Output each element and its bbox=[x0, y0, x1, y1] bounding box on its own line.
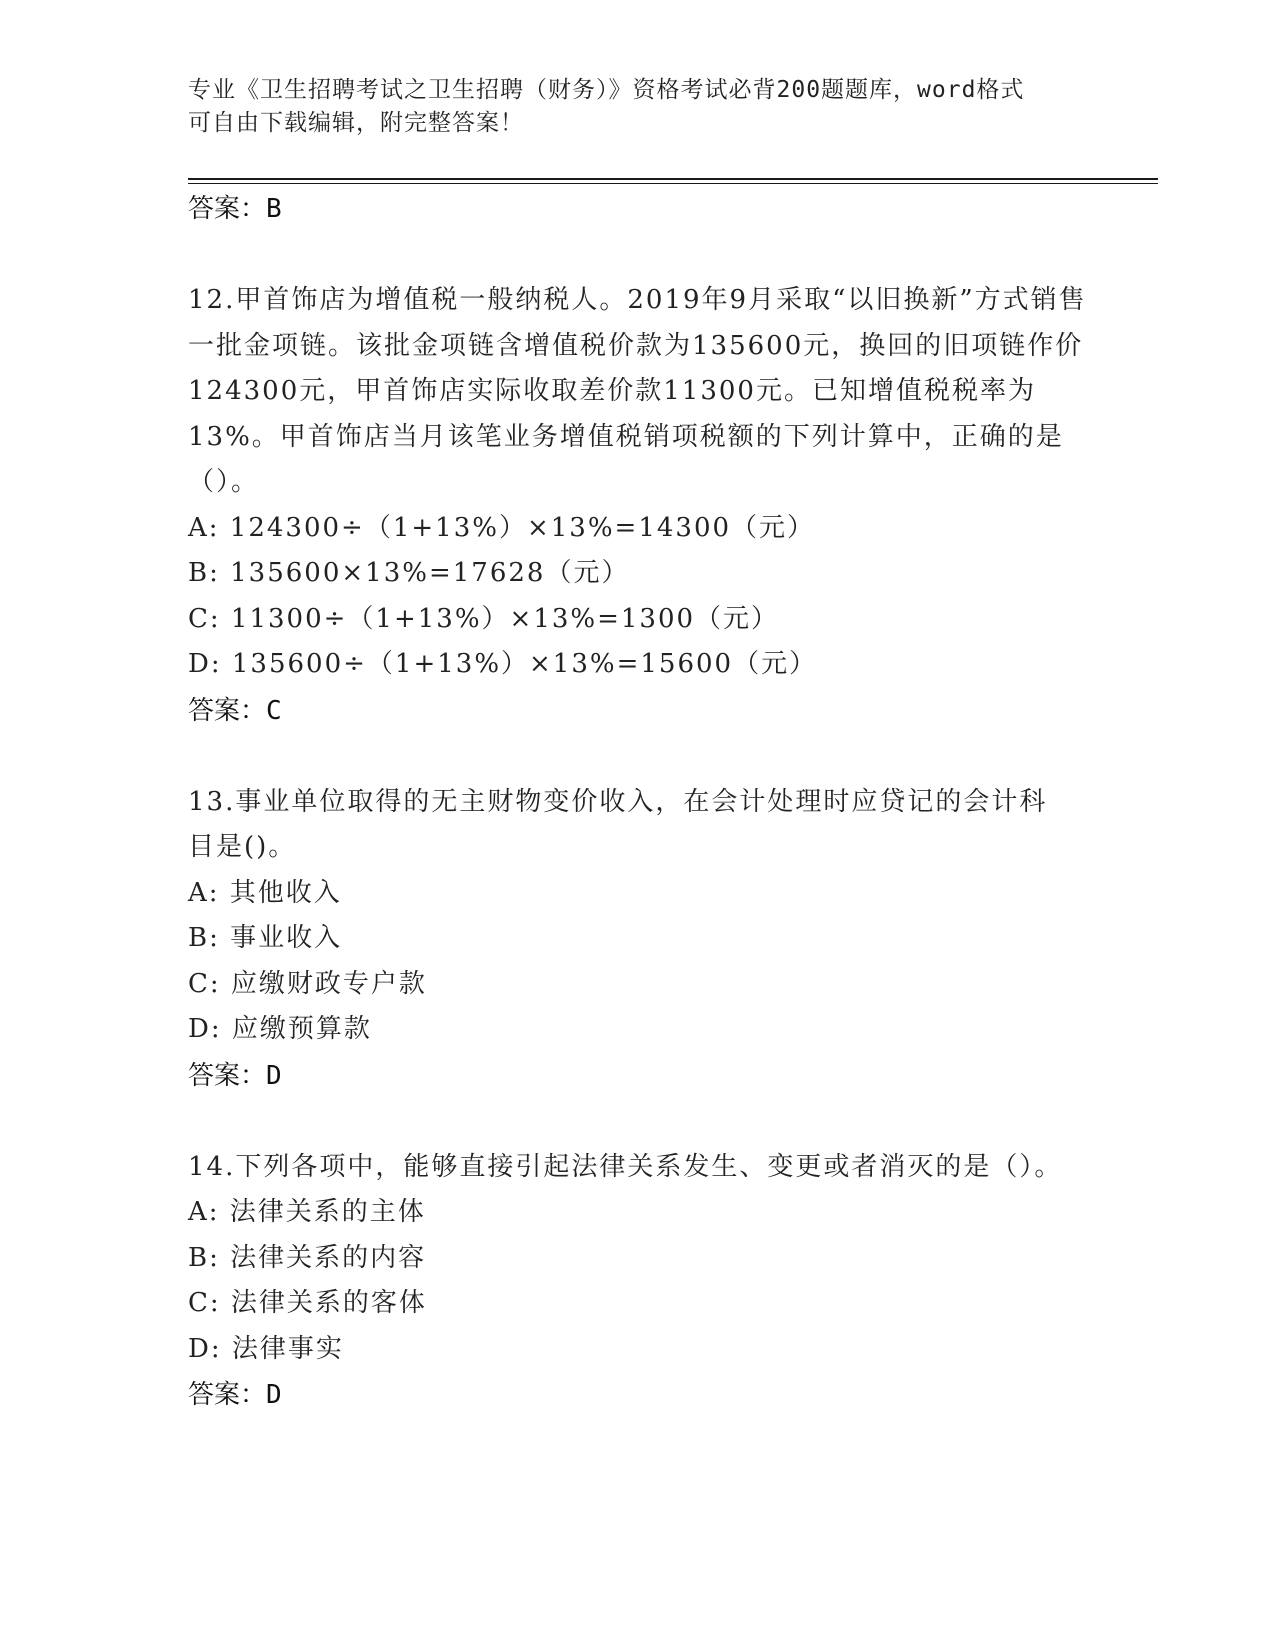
question-text bbox=[188, 780, 1063, 871]
spacer bbox=[188, 232, 1088, 278]
question-text bbox=[188, 1145, 1088, 1191]
question-number: 14. bbox=[188, 1151, 236, 1182]
option-b: B: 135600×13%=17628（元） bbox=[188, 558, 630, 588]
spacer bbox=[188, 1099, 1088, 1145]
option-a: A: 124300÷（1+13%）×13%=14300（元） bbox=[188, 512, 816, 543]
answer-line: 答案：C bbox=[188, 695, 282, 726]
option-c: C: 应缴财政专户款 bbox=[188, 968, 427, 999]
option-c: C: 法律关系的客体 bbox=[188, 1288, 427, 1318]
question-number: 13. bbox=[188, 786, 236, 817]
answer-line: 答案：D bbox=[188, 1380, 282, 1410]
header-rule-thin bbox=[188, 183, 1158, 184]
option-c: C: 11300÷（1+13%）×13%=1300（元） bbox=[188, 603, 780, 634]
document-header bbox=[188, 74, 1068, 140]
question-number: 12. bbox=[188, 285, 236, 315]
answer-line: 答案：B bbox=[188, 194, 282, 224]
option-d: D: 法律事实 bbox=[188, 1333, 344, 1364]
option-a: A: 其他收入 bbox=[188, 877, 342, 908]
option-b: B: 事业收入 bbox=[188, 923, 343, 953]
question-body: 事业单位取得的无主财物变价收入，在会计处理时应贷记的会计科目是()。 bbox=[188, 786, 1048, 862]
document-body bbox=[188, 186, 1088, 1418]
spacer bbox=[188, 734, 1088, 780]
question-body: 下列各项中，能够直接引起法律关系发生、变更或者消灭的是（）。 bbox=[235, 1151, 1063, 1182]
answer-line: 答案：D bbox=[188, 1060, 282, 1091]
question-text bbox=[188, 278, 1088, 506]
question-13 bbox=[188, 780, 1088, 871]
option-d: D: 135600÷（1+13%）×13%=15600（元） bbox=[188, 649, 818, 679]
header-rule bbox=[188, 178, 1158, 180]
option-b: B: 法律关系的内容 bbox=[188, 1242, 427, 1273]
option-d: D: 应缴预算款 bbox=[188, 1014, 372, 1044]
option-a: A: 法律关系的主体 bbox=[188, 1197, 426, 1227]
header-line-2: 可自由下载编辑，附完整答案！ bbox=[188, 110, 524, 136]
question-body: 甲首饰店为增值税一般纳税人。2019年9月采取“以旧换新”方式销售一批金项链。该批金项链含增值税价款为135600元，换回的旧项链作价124300元，甲首饰店实际收取差价款11300元。已知增值税税率为13%。甲首饰店当月该笔业务增值税销项税额的下列计算中，正确的是（）。 bbox=[188, 285, 1087, 497]
question-14 bbox=[188, 1145, 1088, 1191]
question-12 bbox=[188, 278, 1088, 506]
header-line-1: 专业《卫生招聘考试之卫生招聘（财务）》资格考试必背200题题库，word格式 bbox=[188, 77, 1025, 103]
